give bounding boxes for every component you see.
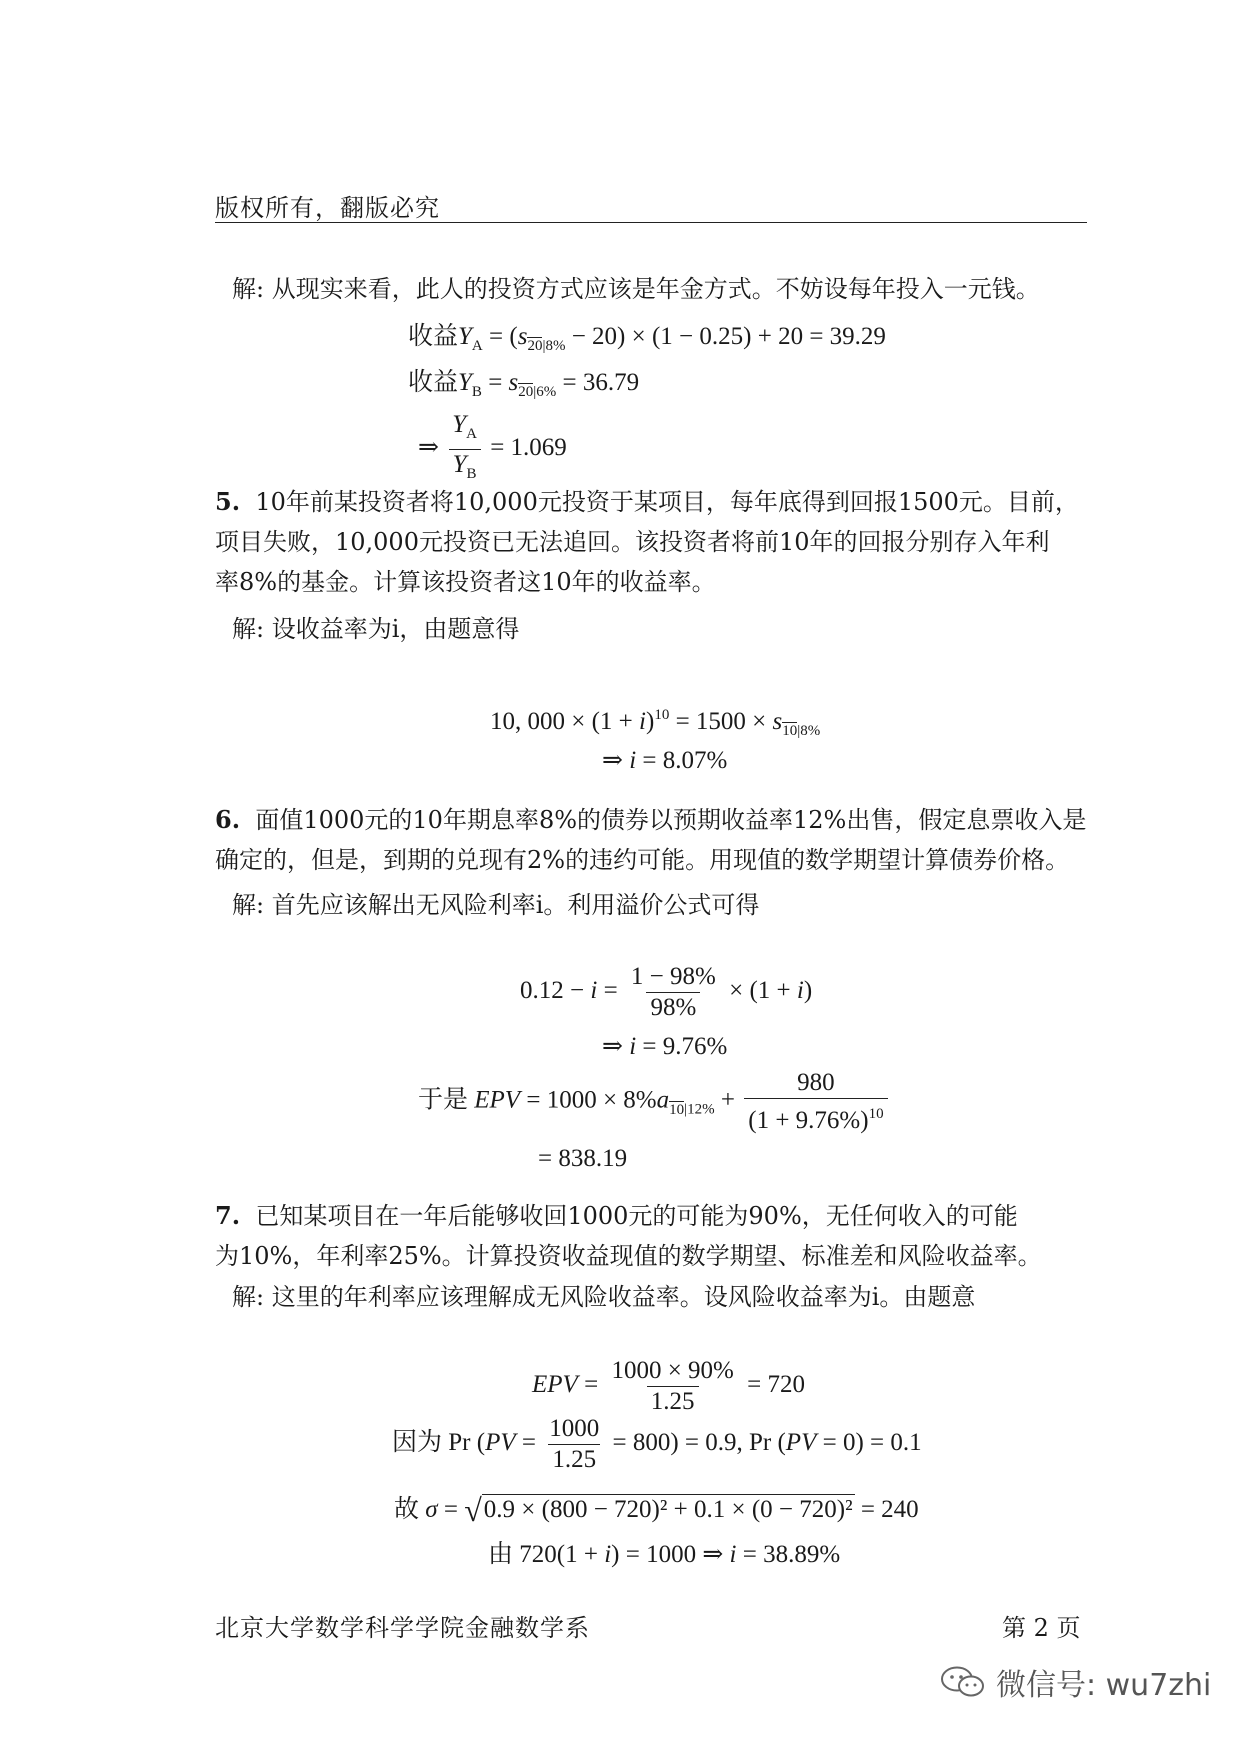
solution-5-intro: 解: 设收益率为i，由题意得	[232, 615, 520, 643]
watermark-text: 微信号: wu7zhi	[996, 1668, 1212, 1703]
solution-6-intro: 解: 首先应该解出无风险利率i。利用溢价公式可得	[232, 891, 760, 919]
equation-q6-epv: 于是 EPV = $1000 \times 8\%a_{10|12\%}$ + $\frac{980}{(1 + 9.76\%)^{10}}$	[418, 1068, 891, 1136]
equation-q6-price: = 838.19	[538, 1145, 628, 1172]
equation-yield-a: 收益$Y_A = (s_{20|8\%} - 20) \times (1 - 0.25) + 20 = 39.29$	[408, 323, 886, 354]
wechat-watermark	[940, 1660, 1211, 1704]
solution-7-intro: 解: 这里的年利率应该理解成无风险收益率。设风险收益率为i。由题意	[232, 1283, 976, 1311]
question-6: 6. 面值1000元的10年期息率8%的债券以预期收益率12%出售，假定息票收入是 确定的，但是，到期的兑现有2%的违约可能。用现值的数学期望计算债券价格。	[215, 805, 1087, 874]
header-rule	[215, 222, 1087, 223]
question-7: 7. 已知某项目在一年后能够收回1000元的可能为90%，无任何收入的可能 为10%，年利率25%。计算投资收益现值的数学期望、标准差和风险收益率。	[215, 1201, 1042, 1270]
solution-4-intro: 解: 从现实来看，此人的投资方式应该是年金方式。不妨设每年投入一元钱。	[232, 275, 1040, 303]
equation-q7-epv: EPV = $\frac{1000 \times 90\%}{1.25}$ = 720	[532, 1357, 805, 1415]
page-header: 版权所有，翻版必究	[215, 194, 440, 222]
equation-q7-prob: 因为 Pr (PV = $\frac{1000}{1.25}$ = 800) = 0.9, Pr (PV = 0) = 0.1	[392, 1415, 922, 1473]
wechat-icon	[940, 1665, 986, 1699]
question-5: 5. 10年前某投资者将10,000元投资于某项目，每年底得到回报1500元。目前， 项目失败，10,000元投资已无法追回。该投资者将前10年的回报分别存入年利 率8%的基金。计算该投资者这10年的收益率。	[215, 487, 1079, 596]
footer-page-number: 第 2 页	[1002, 1614, 1081, 1642]
footer-department: 北京大学数学科学学院金融数学系	[215, 1614, 590, 1642]
equation-q7-rate: 由 720(1 + i) = 1000 ⇒ i = 38.89%	[488, 1541, 841, 1568]
equation-q6-premium: 0.12 − i = $\frac{1 - 98\%}{98\%}$ × (1 + i)	[520, 963, 813, 1021]
equation-q5-result: ⇒ i = 8.07%	[602, 747, 728, 774]
equation-q6-rate: ⇒ i = 9.76%	[602, 1033, 728, 1060]
equation-yield-b: 收益$Y_B = s_{20|6\%} = 36.79$	[408, 369, 640, 400]
equation-q7-sigma: 故 σ = √0.9 × (800 − 720)² + 0.1 × (0 − 720)² = 240	[394, 1492, 919, 1528]
equation-q5-main: 10, $000 \times (1 + i)^{10} = 1500 \times s_{10|8\%}$	[490, 707, 821, 739]
equation-yield-ratio: ⇒ $\frac{Y_A}{Y_B}$ = 1.069	[418, 410, 567, 489]
